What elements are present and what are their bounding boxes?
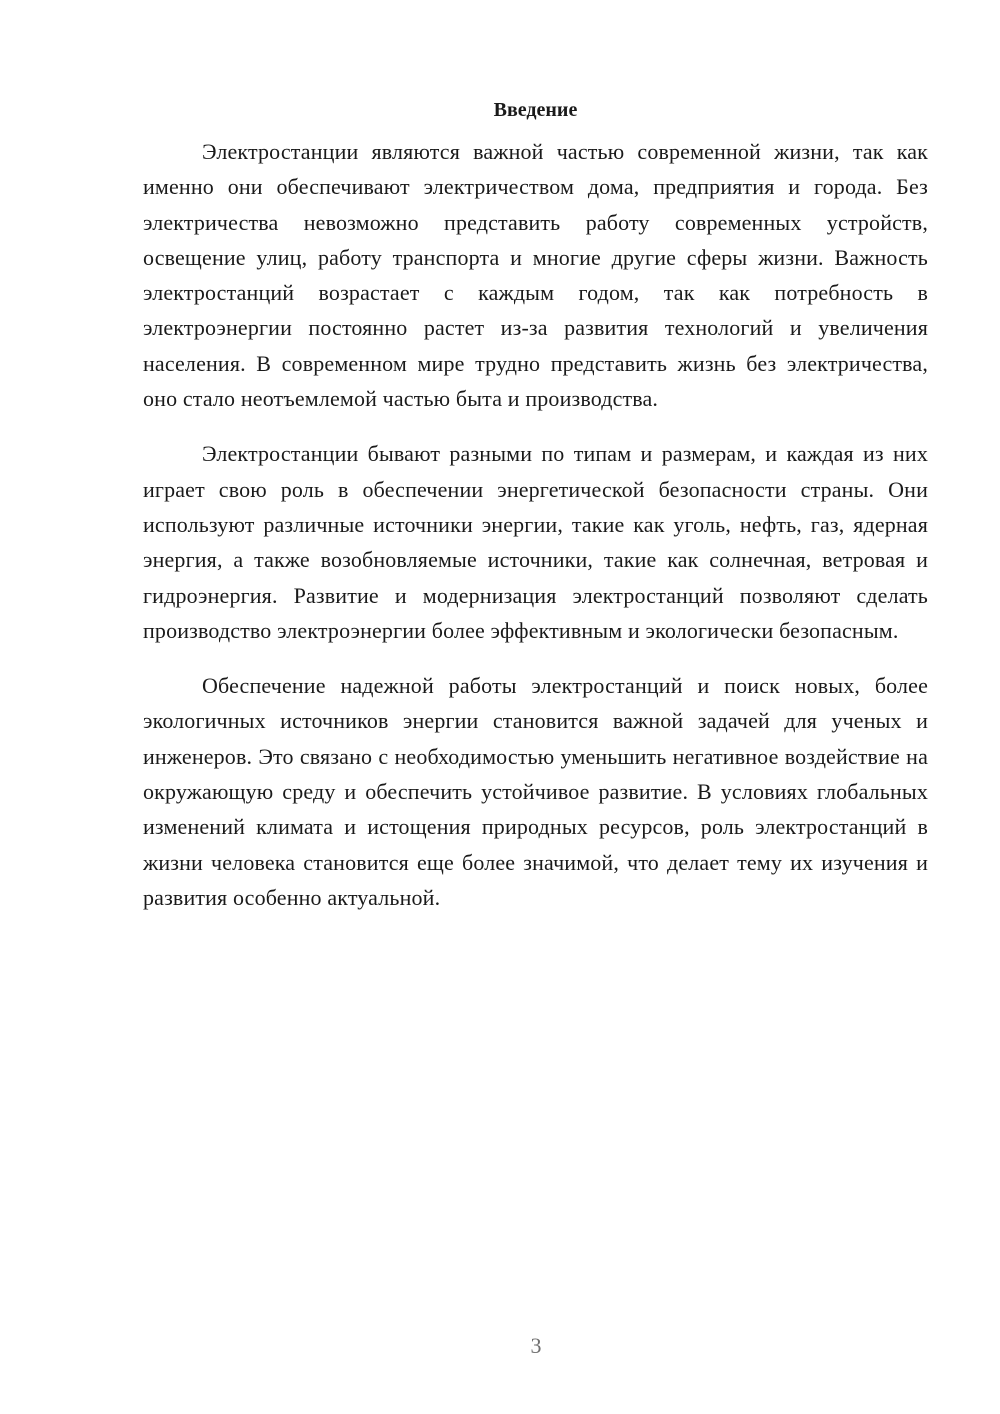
paragraph-2: Электростанции бывают разными по типам и размерам, и каждая из них играет свою роль в обеспечении энергетической безопасности страны. Они используют различные источники энергии, такие как уголь, нефть, газ, ядерная энергия, а также возобновляемые источники, такие как солнечная, ветровая и гидроэнергия. Развитие и модернизация электростанций позволяют сделать производство электроэнергии более эффективным и экологически безопасным.: [143, 441, 928, 643]
paragraph-1: Электростанции являются важной частью современной жизни, так как именно они обеспечивают электричеством дома, предприятия и города. Без электричества невозможно представить работу современных устройств, освещение улиц, работу транспорта и многие другие сферы жизни. Важность электростанций возрастает с каждым годом, так как потребность в электроэнергии постоянно растет из-за развития технологий и увеличения населения. В современном мире трудно представить жизнь без электричества, оно стало неотъемлемой частью быта и производства.: [143, 139, 928, 412]
paragraph-3: Обеспечение надежной работы электростанций и поиск новых, более экологичных источников энергии становится важной задачей для ученых и инженеров. Это связано с необходимостью уменьшить негативное воздействие на окружающую среду и обеспечить устойчивое развитие. В условиях глобальных изменений климата и истощения природных ресурсов, роль электростанций в жизни человека становится еще более значимой, что делает тему их изучения и развития особенно актуальной.: [143, 673, 928, 910]
section-title: Введение: [493, 99, 578, 121]
page-number: 3: [530, 1333, 542, 1358]
page-content: [143, 96, 928, 935]
